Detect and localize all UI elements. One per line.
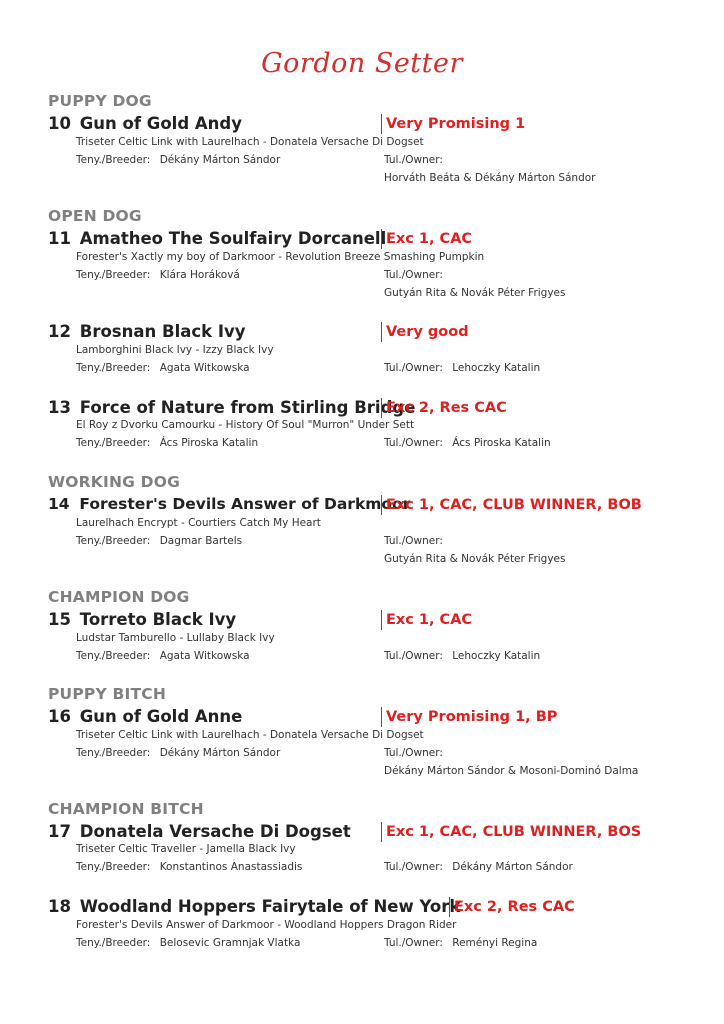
entry-owner-line2: Gutyán Rita & Novák Péter Frigyes	[384, 553, 566, 565]
entry-owner-line2: Gutyán Rita & Novák Péter Frigyes	[384, 287, 566, 299]
class-heading: CHAMPION DOG	[48, 588, 190, 606]
entry-breeder: Teny./Breeder: Agata Witkowska	[76, 362, 250, 374]
entry-result: Very Promising 1	[381, 114, 525, 134]
entry-result: Exc 1, CAC	[381, 229, 472, 249]
entry-owner: Tul./Owner: Lehoczky Katalin	[384, 362, 541, 374]
entry-breeder: Teny./Breeder: Dékány Márton Sándor	[76, 154, 281, 166]
entry-parents: El Roy z Dvorku Camourku - History Of Soul "Murron" Under Sett	[76, 419, 415, 431]
entry-name: 12 Brosnan Black Ivy	[48, 322, 246, 341]
entry-breeder: Teny./Breeder: Klára Horáková	[76, 269, 240, 281]
entry-name: 15 Torreto Black Ivy	[48, 610, 237, 629]
entry-parents: Triseter Celtic Link with Laurelhach - Donatela Versache Di Dogset	[76, 136, 424, 148]
entry-owner: Tul./Owner:	[384, 747, 443, 759]
entry-name: 11 Amatheo The Soulfairy Dorcanell	[48, 229, 387, 248]
class-heading: OPEN DOG	[48, 207, 142, 225]
entry-breeder: Teny./Breeder: Belosevic Gramnjak Vlatka	[76, 937, 301, 949]
class-heading: CHAMPION BITCH	[48, 800, 204, 818]
entry-breeder: Teny./Breeder: Konstantinos Anastassiadis	[76, 861, 303, 873]
entry-result: Exc 2, Res CAC	[449, 897, 575, 917]
entry-result: Exc 2, Res CAC	[381, 398, 507, 418]
entry-parents: Ludstar Tamburello - Lullaby Black Ivy	[76, 632, 275, 644]
entry-breeder: Teny./Breeder: Agata Witkowska	[76, 650, 250, 662]
entry-parents: Triseter Celtic Link with Laurelhach - Donatela Versache Di Dogset	[76, 729, 424, 741]
entry-result: Exc 1, CAC, CLUB WINNER, BOB	[381, 495, 642, 515]
entry-owner: Tul./Owner: Reményi Regina	[384, 937, 538, 949]
entry-breeder: Teny./Breeder: Dékány Márton Sándor	[76, 747, 281, 759]
class-heading: PUPPY BITCH	[48, 685, 166, 703]
page-title: Gordon Setter	[261, 48, 463, 79]
entry-parents: Laurelhach Encrypt - Courtiers Catch My Heart	[76, 517, 321, 529]
entry-name: 16 Gun of Gold Anne	[48, 707, 243, 726]
entry-name: 13 Force of Nature from Stirling Bridge	[48, 398, 416, 417]
entry-owner: Tul./Owner: Ács Piroska Katalin	[384, 437, 551, 449]
entry-result: Very Promising 1, BP	[381, 707, 557, 727]
entry-owner: Tul./Owner: Dékány Márton Sándor	[384, 861, 573, 873]
entry-owner: Tul./Owner:	[384, 154, 443, 166]
entry-name: 14 Forester's Devils Answer of Darkmoor	[48, 495, 411, 513]
entry-owner: Tul./Owner:	[384, 535, 443, 547]
class-heading: WORKING DOG	[48, 473, 181, 491]
entry-owner-line2: Horváth Beáta & Dékány Márton Sándor	[384, 172, 596, 184]
entry-name: 10 Gun of Gold Andy	[48, 114, 242, 133]
entry-breeder: Teny./Breeder: Ács Piroska Katalin	[76, 437, 259, 449]
entry-parents: Forester's Xactly my boy of Darkmoor - Revolution Breeze Smashing Pumpkin	[76, 251, 485, 263]
entry-parents: Lamborghini Black Ivy - Izzy Black Ivy	[76, 344, 274, 356]
entry-parents: Triseter Celtic Traveller - Jamella Black Ivy	[76, 843, 296, 855]
entry-result: Exc 1, CAC, CLUB WINNER, BOS	[381, 822, 641, 842]
entry-result: Very good	[381, 322, 469, 342]
entry-result: Exc 1, CAC	[381, 610, 472, 630]
entry-owner: Tul./Owner: Lehoczky Katalin	[384, 650, 541, 662]
entry-name: 17 Donatela Versache Di Dogset	[48, 822, 351, 841]
entry-name: 18 Woodland Hoppers Fairytale of New York	[48, 897, 461, 916]
entry-breeder: Teny./Breeder: Dagmar Bartels	[76, 535, 243, 547]
entry-owner: Tul./Owner:	[384, 269, 443, 281]
entry-owner-line2: Dékány Márton Sándor & Mosoni-Dominó Dalma	[384, 765, 639, 777]
class-heading: PUPPY DOG	[48, 92, 152, 110]
entry-parents: Forester's Devils Answer of Darkmoor - Woodland Hoppers Dragon Rider	[76, 919, 457, 931]
